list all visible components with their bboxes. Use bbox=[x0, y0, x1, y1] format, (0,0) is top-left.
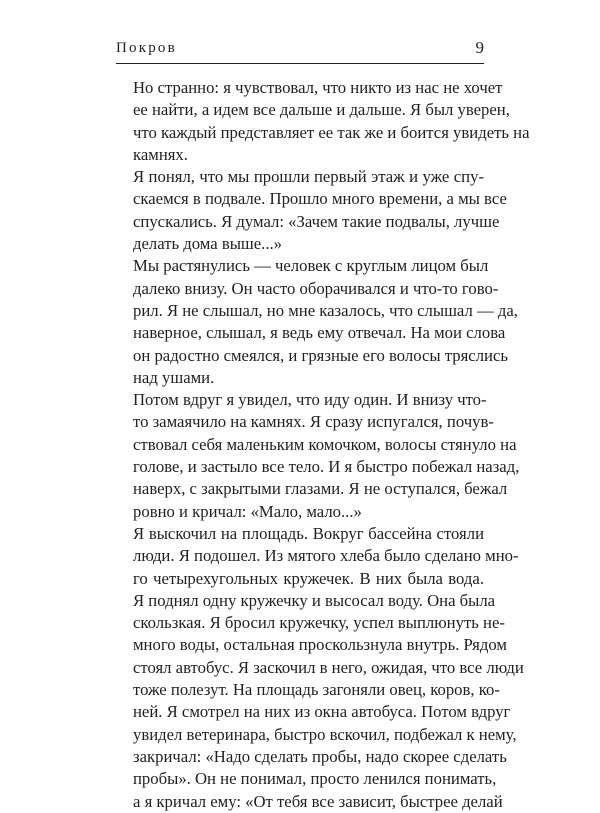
paragraph bbox=[116, 255, 518, 389]
text-line: над ушами. bbox=[133, 367, 215, 387]
text-line: он радостно смеялся, и грязные его волосы тряслись bbox=[133, 345, 508, 365]
text-line: Но странно: я чувствовал, что никто из нас не хочет bbox=[133, 78, 503, 97]
text-line: делать дома выше...» bbox=[133, 234, 283, 254]
text-line: пробы». Он не понимал, просто ленился понимать, bbox=[133, 769, 497, 789]
text-line: много воды, остальная проскользнула внутрь. Рядом bbox=[133, 635, 507, 655]
text-line: закричал: «Надо сделать пробы, надо скорее сделать bbox=[133, 746, 507, 766]
text-line: спускались. Я думал: «Зачем такие подвалы, лучше bbox=[133, 211, 500, 231]
text-line: ровно и кричал: «Мало, мало...» bbox=[133, 501, 362, 521]
body-text bbox=[116, 77, 530, 813]
header-rule bbox=[116, 63, 484, 64]
text-line: стоял автобус. Я заскочил в него, ожидая, что все люди bbox=[133, 657, 524, 677]
text-line: ее найти, а идем все дальше и дальше. Я был уверен, bbox=[133, 100, 510, 120]
running-title: Покров bbox=[116, 40, 177, 56]
text-line: тоже полезут. На площадь загоняли овец, коров, ко- bbox=[133, 680, 500, 700]
text-line: скаемся в подвале. Прошло много времени, а мы все bbox=[133, 189, 507, 209]
text-line: Я понял, что мы прошли первый этаж и уже спу- bbox=[133, 167, 484, 187]
text-line: что каждый представляет ее так же и боится увидеть на bbox=[133, 122, 530, 142]
paragraph bbox=[116, 77, 530, 166]
text-line: далеко внизу. Он часто оборачивался и что-то гово- bbox=[133, 278, 499, 298]
text-line: люди. Я подошел. Из мятого хлеба было сделано мно- bbox=[133, 546, 519, 566]
text-line: голове, и застыло все тело. И я быстро побежал назад, bbox=[133, 457, 520, 477]
text-line: го четырехугольных кружечек. В них была вода. bbox=[133, 568, 484, 588]
text-line: а я кричал ему: «От тебя все зависит, быстрее делай bbox=[133, 791, 503, 811]
text-line: скользкая. Я бросил кружечку, успел выплюнуть не- bbox=[133, 613, 505, 633]
text-line: ствовал себя маленьким комочком, волосы стянуло на bbox=[133, 434, 517, 454]
page-number: 9 bbox=[475, 38, 484, 57]
text-line: камнях. bbox=[133, 144, 188, 164]
text-line: увидел ветеринара, быстро вскочил, подбежал к нему, bbox=[133, 724, 517, 744]
text-line: наверное, слышал, я ведь ему отвечал. На мои слова bbox=[133, 323, 506, 343]
paragraph bbox=[116, 166, 507, 255]
text-line: рил. Я не слышал, но мне казалось, что слышал — да, bbox=[133, 300, 518, 320]
text-line: ней. Я смотрел на них из окна автобуса. Потом вдруг bbox=[133, 702, 511, 722]
text-line: то замаячило на камнях. Я сразу испугался, почув- bbox=[133, 412, 494, 432]
paragraph bbox=[116, 389, 520, 523]
paragraph bbox=[116, 523, 524, 813]
text-line: Я поднял одну кружечку и высосал воду. Она была bbox=[133, 590, 496, 610]
text-line: Я выскочил на площадь. Вокруг бассейна стояли bbox=[133, 523, 484, 543]
text-line: Мы растянулись — человек с круглым лицом был bbox=[133, 256, 489, 276]
text-line: наверх, с закрытыми глазами. Я не оступался, бежал bbox=[133, 479, 508, 499]
text-line: Потом вдруг я увидел, что иду один. И внизу что- bbox=[133, 390, 487, 410]
running-head bbox=[116, 40, 484, 64]
